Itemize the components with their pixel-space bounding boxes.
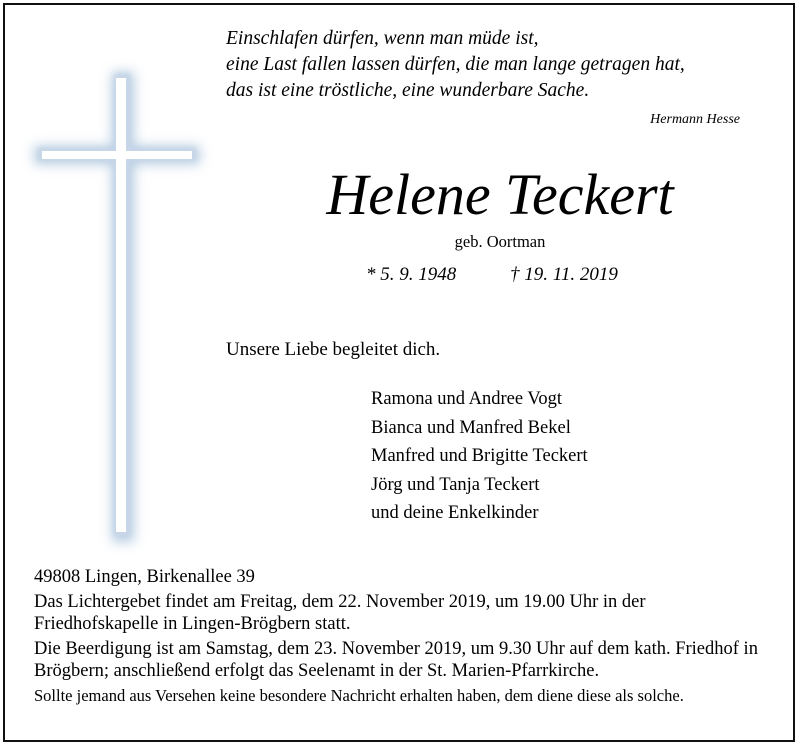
prayer-notice: Das Lichtergebet findet am Freitag, dem 22. November 2019, um 19.00 Uhr in der Friedhofskapelle in Lingen-Brögbern statt.	[34, 591, 646, 634]
death-date: † 19. 11. 2019	[510, 264, 618, 285]
funeral-notice: Die Beerdigung ist am Samstag, dem 23. November 2019, um 9.30 Uhr auf dem kath. Friedhof in Brögbern; anschließend erfolgt das Seelenamt in der St. Marien-Pfarrkirche.	[34, 638, 758, 681]
poem-line: Einschlafen dürfen, wenn man müde ist,	[226, 28, 539, 49]
poem-author: Hermann Hesse	[650, 112, 740, 127]
mourners-list	[371, 385, 588, 528]
address: 49808 Lingen, Birkenallee 39	[34, 567, 255, 587]
funeral-info	[34, 566, 774, 709]
notification-note: Sollte jemand aus Versehen keine besondere Nachricht erhalten haben, dem diene diese als solche.	[34, 685, 684, 705]
dedication: Unsere Liebe begleitet dich.	[226, 339, 441, 360]
mourner: Jörg und Tanja Teckert	[371, 474, 540, 495]
maiden-name: geb. Oortman	[454, 232, 546, 251]
mourner: Ramona und Andree Vogt	[371, 389, 562, 409]
mourner: Manfred und Brigitte Teckert	[371, 446, 588, 466]
birth-date: * 5. 9. 1948	[366, 264, 457, 285]
deceased-name: Helene Teckert	[326, 162, 674, 227]
poem	[226, 26, 766, 104]
mourner: und deine Enkelkinder	[371, 503, 539, 523]
poem-line: das ist eine tröstliche, eine wunderbare Sache.	[226, 80, 590, 101]
poem-line: eine Last fallen lassen dürfen, die man lange getragen hat,	[226, 54, 685, 75]
mourner: Bianca und Manfred Bekel	[371, 417, 571, 438]
